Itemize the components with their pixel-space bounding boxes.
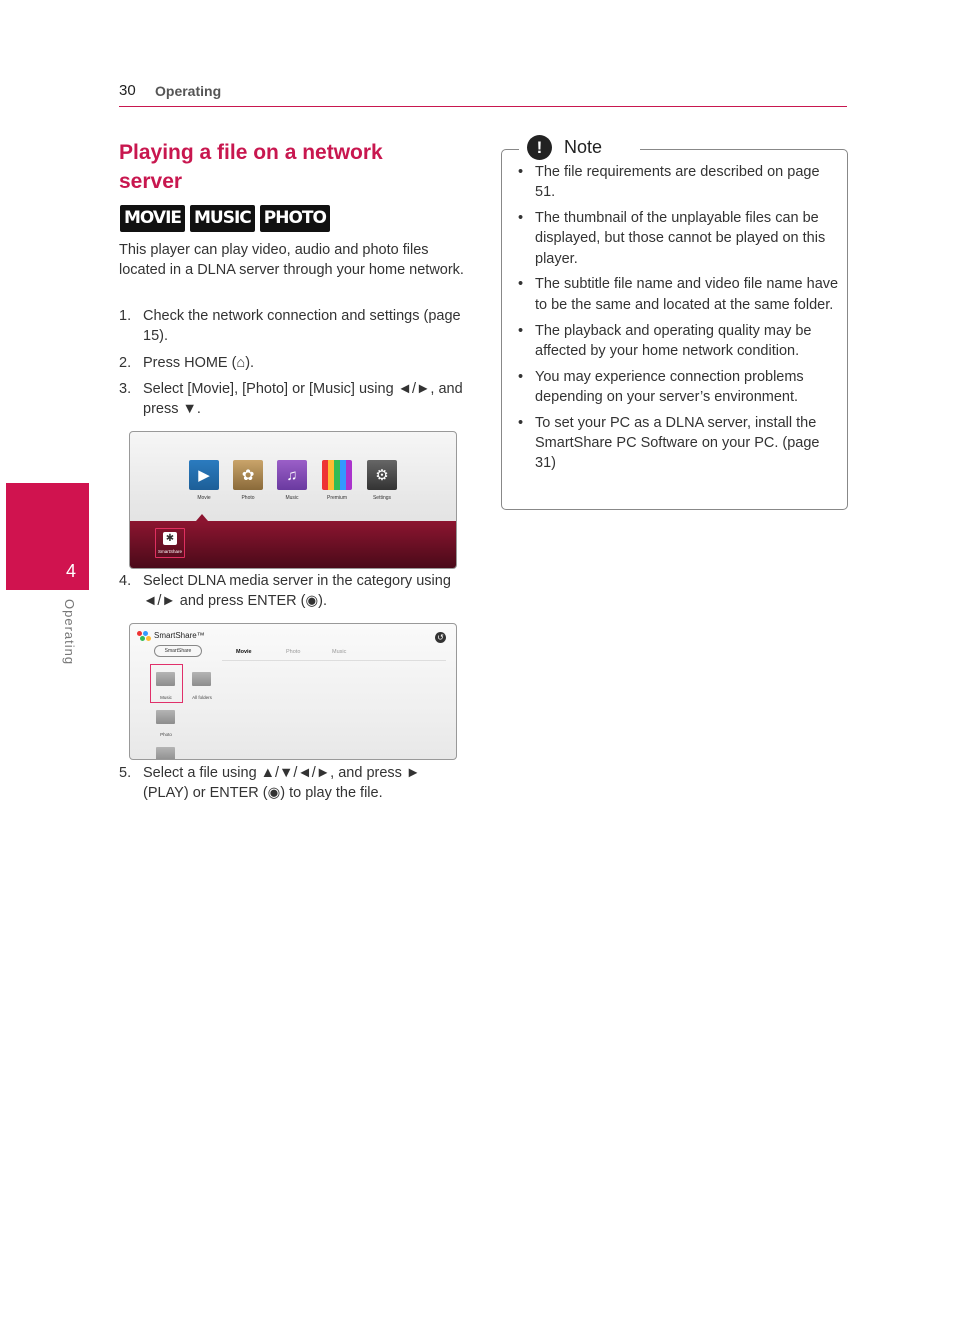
- tile-label-movie: Movie: [197, 495, 211, 501]
- folder-icon: [156, 710, 175, 724]
- media-badges: [120, 205, 330, 232]
- step-3: 3. Select [Movie], [Photo] or [Music] using ◄/►, and press ▼.: [119, 381, 463, 417]
- premium-tile-icon: [322, 460, 352, 490]
- page-number: 30: [119, 82, 136, 99]
- list-item: • The file requirements are described on page 51.: [518, 164, 820, 201]
- smartshare-tile: ✱ SmartShare: [155, 528, 185, 558]
- list-item: • The thumbnail of the unplayable files can be displayed, but those cannot be played on this player.: [518, 210, 826, 267]
- smartshare-tabs: [222, 646, 446, 661]
- smartshare-icon: ✱: [163, 532, 177, 545]
- selection-caret-icon: [196, 514, 208, 521]
- note-list: [516, 162, 841, 479]
- movie-tile-icon: ▶: [189, 460, 219, 490]
- photo-tile-icon: ✿: [233, 460, 263, 490]
- photo-badge: PHOTO: [260, 205, 330, 232]
- back-arrow-icon: ↺: [435, 632, 446, 643]
- section-name: Operating: [155, 83, 222, 99]
- note-header: [519, 133, 640, 161]
- smartshare-logo-icon: [137, 631, 151, 643]
- chapter-label: Operating: [62, 599, 77, 666]
- smartshare-pill: SmartShare: [154, 645, 202, 657]
- music-tile-icon: ♫: [277, 460, 307, 490]
- tab-music: Music: [332, 649, 347, 655]
- music-badge: MUSIC: [190, 205, 255, 232]
- settings-tile-icon: ⚙: [367, 460, 397, 490]
- tab-photo: Photo: [286, 649, 301, 655]
- page-header: [119, 80, 847, 107]
- folder-icon: [156, 672, 175, 686]
- tab-movie: Movie: [236, 649, 252, 655]
- folder-icon: [192, 672, 211, 686]
- folder-label-photo: Photo: [160, 732, 172, 737]
- section-title: Playing a file on a network server: [119, 141, 383, 193]
- smartshare-title: SmartShare™: [154, 631, 205, 640]
- tile-label-premium: Premium: [326, 495, 347, 501]
- movie-badge: MOVIE: [120, 205, 185, 232]
- tile-label-settings: Settings: [372, 495, 392, 501]
- step-4: 4. Select DLNA media server in the category using ◄/► and press ENTER (◉).: [119, 573, 451, 609]
- note-box: [501, 149, 848, 510]
- step-2: 2. Press HOME (⌂).: [119, 355, 255, 371]
- smartshare-screenshot: [129, 623, 457, 760]
- category-bar: [130, 521, 456, 568]
- list-item: • To set your PC as a DLNA server, install the SmartShare PC Software on your PC. (page 31): [518, 414, 820, 472]
- folder-label-all: All folders: [192, 695, 212, 700]
- list-item: • The subtitle file name and video file name have to be the same and located at the same folder.: [518, 276, 839, 313]
- list-item: • The playback and operating quality may be affected by your home network condition.: [518, 322, 812, 359]
- step-5: 5. Select a file using ▲/▼/◄/►, and press ► (PLAY) or ENTER (◉) to play the file.: [119, 765, 421, 801]
- chapter-tab: [6, 483, 89, 590]
- note-title: Note: [564, 136, 603, 157]
- folder-icon: [156, 747, 175, 760]
- home-menu-screenshot: [129, 431, 457, 569]
- chapter-number: 4: [65, 561, 76, 581]
- step-1: 1. Check the network connection and settings (page 15).: [119, 308, 461, 344]
- list-item: • You may experience connection problems depending on your server’s environment.: [518, 368, 804, 405]
- tile-label-photo: Photo: [241, 495, 255, 501]
- tile-label-music: Music: [285, 495, 299, 501]
- exclamation-icon: !: [527, 135, 552, 160]
- intro-text: This player can play video, audio and photo files located in a DLNA server through your home network.: [119, 242, 464, 278]
- folder-label-music: Music: [160, 695, 172, 700]
